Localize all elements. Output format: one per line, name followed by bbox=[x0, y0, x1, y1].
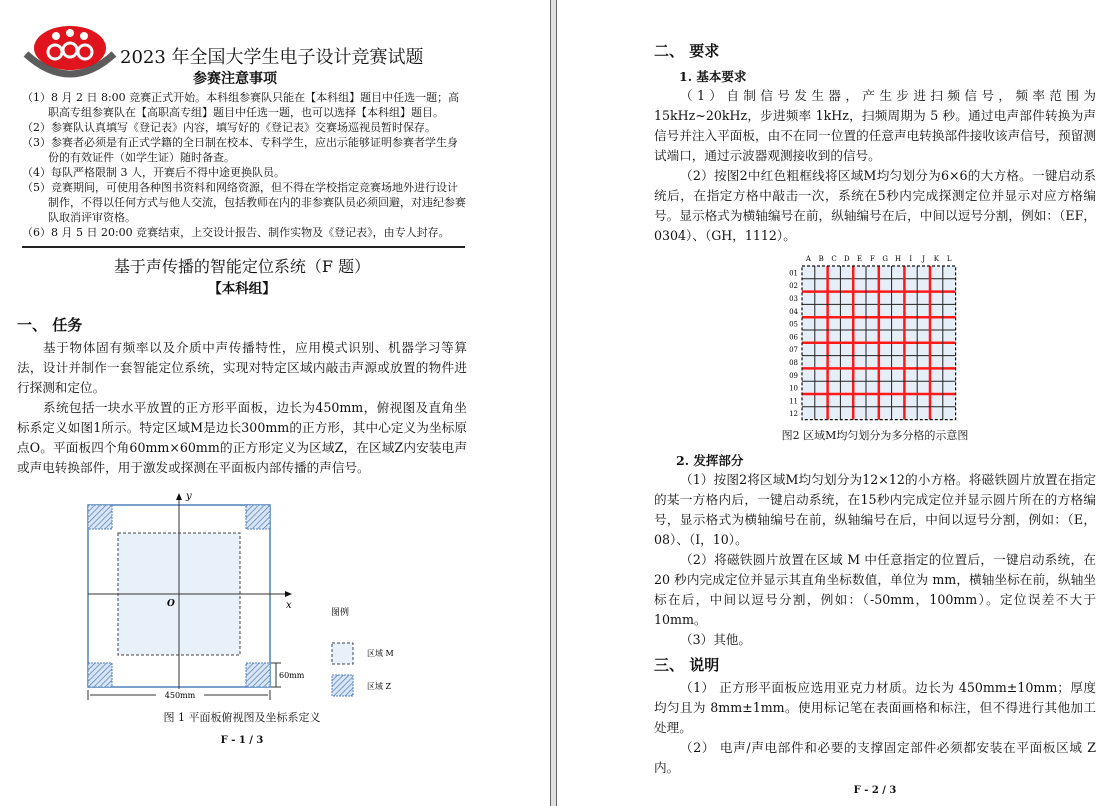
column-label: C bbox=[831, 255, 837, 263]
figure-1-diagram bbox=[70, 484, 430, 704]
row-label: 07 bbox=[789, 346, 798, 355]
notice-heading: 参赛注意事项 bbox=[193, 71, 277, 87]
column-label: H bbox=[894, 255, 902, 263]
page-footer: F - 1 / 3 bbox=[220, 735, 264, 746]
notes-paragraph: （2） 电声/声电部件和必要的支撑固定部件必须都安装在平面板区域 Z 内。 bbox=[654, 740, 1096, 775]
column-label: I bbox=[909, 255, 913, 263]
column-label: F bbox=[869, 255, 875, 263]
y-axis-label: y bbox=[186, 491, 192, 502]
figure-2-caption: 图2 区域M均匀划分为多分格的示意图 bbox=[781, 429, 969, 442]
divider-rule bbox=[22, 246, 465, 248]
page-1 bbox=[0, 0, 550, 806]
legend-label-m: 区域 M bbox=[367, 649, 394, 658]
column-label: A bbox=[805, 255, 811, 263]
notice-item: （3）参赛者必须是有正式学籍的全日制在校本、专科学生，应出示能够证明参赛者学生身份的有效证件（如学生证）随时备查。 bbox=[22, 136, 458, 164]
row-label: 03 bbox=[789, 295, 798, 303]
exam-title: 2023 年全国大学生电子设计竞赛试题 bbox=[120, 47, 424, 68]
section-heading-requirements: 二、 要求 bbox=[654, 42, 720, 60]
region-z bbox=[88, 663, 112, 687]
figure-1-caption: 图 1 平面板俯视图及坐标系定义 bbox=[163, 711, 321, 724]
column-label: J bbox=[922, 255, 926, 263]
notice-item: （1）8 月 2 日 8:00 竞赛正式开始。本科组参赛队只能在【本科组】题目中任选一题；高职高专组参赛队在【高职高专组】题目中任选一题，也可以选择【本科组】题目。 bbox=[22, 91, 460, 119]
origin-label: O bbox=[167, 599, 175, 609]
row-label: 06 bbox=[789, 333, 798, 342]
notice-item: （5）竞赛期间，可使用各种图书资料和网络资源，但不得在学校指定竞赛场地外进行设计制作，不得以任何方式与他人交流，包括教师在内的非参赛队员必须回避，对违纪参赛队取消评审资格。 bbox=[22, 181, 466, 224]
row-label: 11 bbox=[789, 397, 798, 406]
row-label: 09 bbox=[789, 371, 798, 380]
region-z bbox=[246, 505, 270, 529]
notice-list bbox=[22, 90, 467, 240]
notice-item: （4）每队严格限制 3 人，开赛后不得中途更换队员。 bbox=[22, 166, 285, 179]
problem-title: 基于声传播的智能定位系统（F 题） bbox=[113, 257, 371, 276]
page-gap-divider bbox=[550, 0, 557, 806]
section-heading-task: 一、 任务 bbox=[17, 316, 83, 334]
advanced-paragraph: （1）按图2将区域M均匀划分为12×12的小方格。将磁铁圆片放置在指定的某一方格内后，一键启动系统，在15秒内完成定位并显示圆片所在的方格编号，显示格式为横轴编号在前，纵轴编号在后，中间以逗号分割，例如：（E，08）、（I，10）。 bbox=[654, 472, 1096, 547]
figure-2-grid bbox=[782, 250, 962, 428]
x-axis-label: x bbox=[286, 600, 292, 611]
legend-swatch-m bbox=[332, 643, 353, 664]
row-label: 02 bbox=[789, 282, 798, 291]
region-z bbox=[246, 663, 270, 687]
column-label: D bbox=[843, 255, 850, 263]
legend-label-z: 区域 Z bbox=[367, 682, 392, 691]
dimension-60mm: 60mm bbox=[279, 671, 305, 680]
basic-requirements-heading: 1. 基本要求 bbox=[679, 69, 747, 84]
legend-swatch-z bbox=[332, 675, 353, 696]
advanced-heading: 2. 发挥部分 bbox=[676, 453, 744, 468]
task-paragraph: 基于物体固有频率以及介质中声传播特性，应用模式识别、机器学习等算法，设计并制作一套智能定位系统，实现对特定区域内敲击声源或放置的物件进行探测和定位。 bbox=[17, 340, 467, 395]
row-label: 08 bbox=[789, 359, 798, 367]
page-footer: F - 2 / 3 bbox=[853, 785, 897, 796]
dimension-450mm: 450mm bbox=[164, 691, 196, 700]
column-label: E bbox=[857, 255, 863, 263]
column-label: B bbox=[818, 255, 824, 263]
region-z bbox=[88, 505, 112, 529]
row-label: 01 bbox=[789, 269, 798, 278]
section-heading-notes: 三、 说明 bbox=[654, 656, 720, 674]
advanced-paragraph: （3）其他。 bbox=[680, 632, 751, 647]
row-label: 12 bbox=[789, 410, 798, 419]
notes-paragraph: （1） 正方形平面板应选用亚克力材质。边长为 450mm±10mm；厚度均匀且为 8mm±1mm。使用标记笔在表面画格和标注，但不得进行其他加工处理。 bbox=[654, 680, 1096, 735]
column-label: K bbox=[933, 255, 940, 263]
legend-title: 图例 bbox=[331, 608, 350, 618]
group-label: 【本科组】 bbox=[208, 281, 276, 297]
requirement-paragraph: （1）自制信号发生器，产生步进扫频信号，频率范围为 15kHz~20kHz，步进频率 1kHz，扫频周期为 5 秒。通过电声部件转换为声信号并注入平面板，由不在同一位置的任意声电转换部件接收该声信号，预留测试端口，通过示波器观测接收到的信号。 bbox=[654, 88, 1096, 163]
column-label: G bbox=[882, 255, 888, 263]
notice-item: （6）8 月 5 日 20:00 竞赛结束，上交设计报告、制作实物及《登记表》，由专人封存。 bbox=[22, 226, 450, 239]
task-paragraph: 系统包括一块水平放置的正方形平面板，边长为450mm，俯视图及直角坐标系定义如图1所示。特定区域M是边长300mm的正方形，其中心定义为坐标原点O。平面板四个角60mm×60mm的正方形定义为区域Z，在区域Z内安装电声或声电转换部件，用于激发或探测在平面板内部传播的声信号。 bbox=[17, 400, 467, 475]
requirement-paragraph: （2）按图2中红色粗框线将区域M均匀划分为6×6的大方格。一键启动系统后，在指定方格中敲击一次，系统在5秒内完成探测定位并显示对应方格编号。显示格式为横轴编号在前，纵轴编号在后，中间以逗号分割，例如：（EF，0304）、（GH，1112）。 bbox=[654, 168, 1096, 243]
row-label: 04 bbox=[789, 307, 798, 316]
advanced-paragraph: （2）将磁铁圆片放置在区域 M 中任意指定的位置后，一键启动系统，在 20 秒内完成定位并显示其直角坐标数值，单位为 mm，横轴坐标在前，纵轴坐标在后，中间以逗号分割，例如：（-50mm，100mm）。定位误差不大于 10mm。 bbox=[654, 552, 1096, 627]
row-label: 10 bbox=[789, 384, 798, 393]
column-label: L bbox=[946, 255, 952, 263]
row-label: 05 bbox=[789, 320, 798, 329]
page-2 bbox=[557, 0, 1112, 806]
notice-item: （2）参赛队认真填写《登记表》内容，填写好的《登记表》交赛场巡视员暂时保存。 bbox=[22, 121, 436, 134]
